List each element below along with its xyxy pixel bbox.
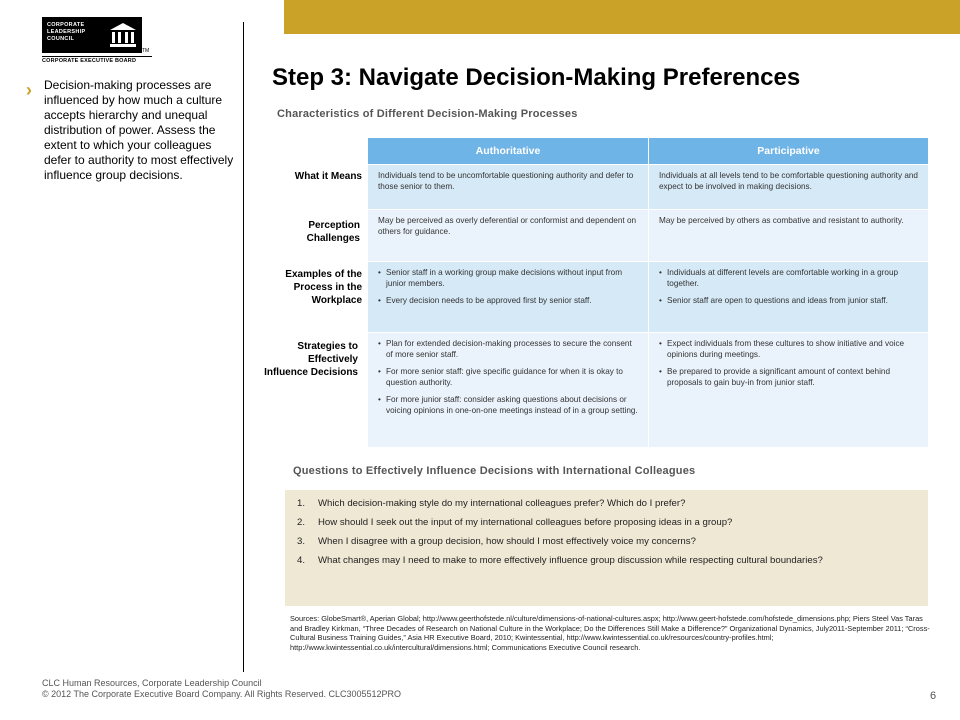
- table-subtitle: Characteristics of Different Decision-Making Processes: [277, 108, 578, 120]
- cell-perception-participative: May be perceived by others as combative and resistant to authority.: [649, 210, 928, 261]
- questions-title: Questions to Effectively Influence Decisions with International Colleagues: [293, 465, 696, 477]
- header-participative: Participative: [649, 138, 928, 164]
- list-item: • Every decision needs to be approved first by senior staff.: [378, 296, 640, 307]
- cell-meaning-participative: Individuals at all levels tend to be comfortable questioning authority and expect to be involved in making decisions.: [649, 165, 928, 209]
- list-item: • For more senior staff: give specific guidance for when it is okay to question authority.: [378, 367, 640, 388]
- list-item: • Senior staff are open to questions and ideas from junior staff.: [659, 296, 920, 307]
- clc-logo: [42, 17, 148, 63]
- question-item: [297, 536, 916, 548]
- sidebar-chevron-icon: ›: [26, 80, 32, 100]
- sources-note: Sources: GlobeSmart®, Aperian Global; http://www.geerthofstede.nl/culture/dimensions-of-national-cultures.aspx; http://www.geert-hofstede.com/hofstede_dimensions.php; Piers Steel Vas Taras and Bradley Kirkman, “Three Decades of Research on National Culture in the Workplace; Do the Differences Still Make a Difference?” Organizational Dynamics, July2011-September 2011; “Cross-Cultural Business Training Guides,” Asia HR Executive Board, 2010; Kwintessential, http://www.kwintessential.co.uk/resources/country-profiles.html; http://www.kwintessential.co.uk/intercultural/dimensions.html; Communications Executive Council research.: [290, 614, 930, 652]
- examples-participative-list: [659, 268, 920, 307]
- vertical-divider: [243, 22, 244, 672]
- row-label-what-it-means: What it Means: [294, 171, 362, 182]
- cell-strategies-authoritative: [368, 333, 648, 447]
- header-authoritative: Authoritative: [368, 138, 648, 164]
- list-item: • Expect individuals from these cultures to show initiative and voice opinions during meetings.: [659, 339, 920, 360]
- strategies-authoritative-list: [378, 339, 640, 416]
- footer: [42, 678, 401, 700]
- row-label-examples: Examples of the Process in the Workplace: [285, 269, 362, 306]
- cell-strategies-participative: [649, 333, 928, 447]
- building-columns-icon: [108, 20, 138, 50]
- footer-copyright: © 2012 The Corporate Executive Board Company. All Rights Reserved. CLC3005512PRO: [42, 689, 401, 699]
- question-text: Which decision-making style do my international colleagues prefer? Which do I prefer?: [318, 498, 686, 509]
- question-item: [297, 498, 916, 510]
- logo-subtitle: CORPORATE EXECUTIVE BOARD: [42, 56, 152, 64]
- page-title: Step 3: Navigate Decision-Making Preferences: [272, 64, 801, 91]
- question-number: 4.: [297, 555, 306, 566]
- logo-line-2: LEADERSHIP: [47, 29, 86, 35]
- logo-text: [47, 22, 101, 43]
- logo-block: [42, 17, 142, 53]
- footer-line-1: CLC Human Resources, Corporate Leadership Council: [42, 678, 262, 688]
- list-item: • Individuals at different levels are comfortable working in a group together.: [659, 268, 920, 289]
- logo-trademark: TM: [142, 48, 150, 54]
- row-label-perception-challenges: [262, 219, 360, 245]
- logo-line-1: CORPORATE: [47, 22, 85, 28]
- list-item: • Senior staff in a working group make decisions without input from junior members.: [378, 268, 640, 289]
- question-number: 3.: [297, 536, 306, 547]
- question-item: [297, 555, 916, 567]
- row-label-strategies: Strategies to Effectively Influence Decisions: [264, 341, 358, 378]
- strategies-participative-list: [659, 339, 920, 388]
- question-text: When I disagree with a group decision, how should I most effectively voice my concerns?: [318, 536, 696, 547]
- sidebar-text: Decision-making processes are influenced by how much a culture accepts hierarchy and unequal distribution of power. Assess the extent to which your colleagues defer to authority to most effectively influence group decisions.: [44, 78, 234, 182]
- question-text: How should I seek out the input of my international colleagues before proposing ideas in a group?: [318, 517, 733, 528]
- cell-examples-authoritative: [368, 262, 648, 332]
- question-item: [297, 517, 916, 529]
- top-accent-bar: [284, 0, 960, 34]
- examples-authoritative-list: [378, 268, 640, 307]
- list-item: • Be prepared to provide a significant amount of context behind proposals to gain buy-in from junior staff.: [659, 367, 920, 388]
- row-label-perception-text: Perception Challenges: [306, 220, 360, 244]
- cell-examples-participative: [649, 262, 928, 332]
- cell-perception-authoritative: May be perceived as overly deferential or conformist and dependent on others for guidance.: [368, 210, 648, 261]
- list-item: • Plan for extended decision-making processes to secure the consent of more senior staff.: [378, 339, 640, 360]
- question-number: 2.: [297, 517, 306, 528]
- page-number: 6: [930, 690, 937, 702]
- questions-box: [285, 490, 928, 606]
- list-item: • For more junior staff: consider asking questions about decisions or voicing opinions in one-on-one meetings instead of in a group setting.: [378, 395, 640, 416]
- cell-meaning-authoritative: Individuals tend to be uncomfortable questioning authority and defer to those senior to them.: [368, 165, 648, 209]
- question-number: 1.: [297, 498, 306, 509]
- logo-line-3: COUNCIL: [47, 36, 75, 42]
- question-text: What changes may I need to make to more effectively influence group discussion while respecting cultural boundaries?: [318, 555, 823, 566]
